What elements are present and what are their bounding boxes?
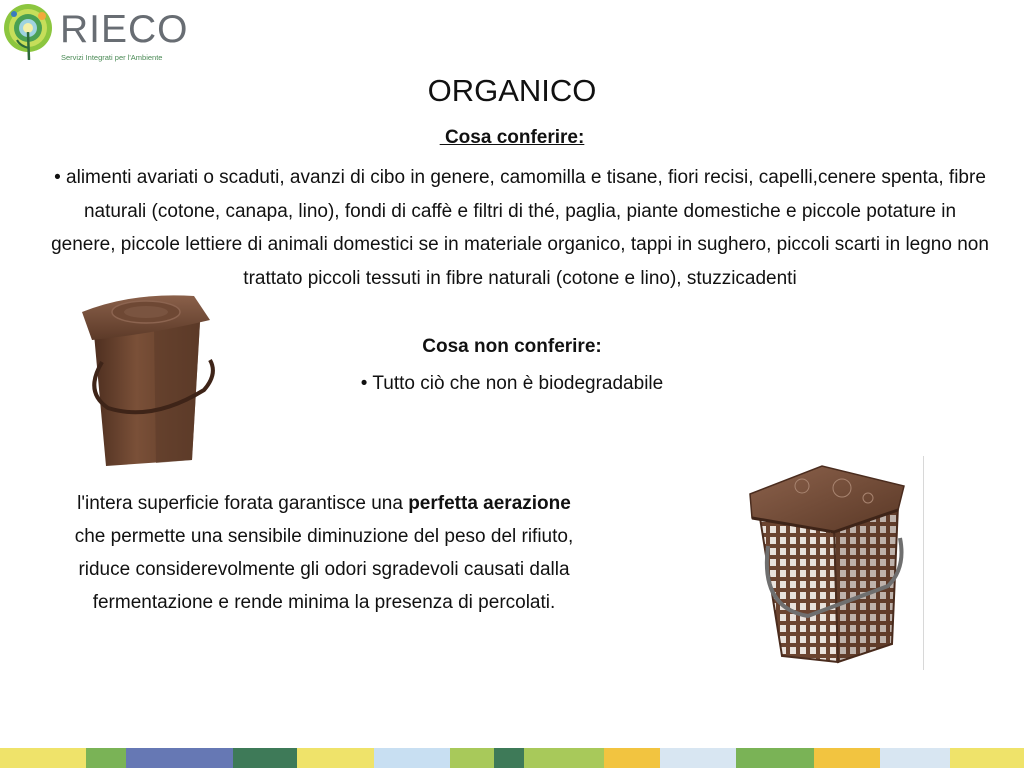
image-frame-line [923,456,924,670]
description-text-2: che permette una sensibile diminuzione del peso del rifiuto, riduce considerevolmente gli odori sgradevoli causati dalla fermentazione e rende minima la presenza di percolati. [74,526,574,613]
footer-stripe [660,748,736,768]
footer-stripe [736,748,814,768]
footer-stripe [604,748,660,768]
footer-stripe [233,748,297,768]
aeration-description [74,487,574,619]
footer-stripe [86,748,126,768]
description-bold: perfetta aerazione [408,493,571,514]
description-text-1: l'intera superficie forata garantisce una [77,493,409,514]
cosa-conferire-text: • alimenti avariati o scaduti, avanzi di cibo in genere, camomilla e tisane, fiori recisi, capelli,cenere spenta, fibre naturali (cotone, canapa, lino), fondi di caffè e filtri di thé, paglia, piante domestiche e piccole potature in genere, piccole lettiere di animali domestici se in materiale organico, tappi in sughero, piccoli scarti in legno non trattato piccoli tessuti in fibre naturali (cotone e lino), stuzzicadenti [51,167,989,289]
footer-stripe [126,748,233,768]
logo-wordmark: RIECO [60,8,189,51]
perforated-bin-icon [738,458,924,670]
tree-logo-icon [2,2,60,64]
footer-stripe [494,748,524,768]
footer-stripe [880,748,950,768]
rieco-logo [2,2,202,64]
logo-tagline: Servizi Integrati per l'Ambiente [61,53,163,62]
cosa-non-conferire-heading: Cosa non conferire: [422,336,602,357]
footer-stripe [374,748,450,768]
footer-stripe [524,748,604,768]
ventilated-bin-image [738,458,924,670]
cosa-non-conferire-text: • Tutto ciò che non è biodegradabile [360,373,664,394]
footer-stripe [950,748,1024,768]
footer-stripe [0,748,86,768]
page-title: ORGANICO [427,73,597,108]
footer-stripe [814,748,880,768]
cosa-conferire-heading: Cosa conferire: [439,127,585,148]
footer-color-band [0,748,1024,768]
footer-stripe [450,748,494,768]
footer-stripe [297,748,374,768]
